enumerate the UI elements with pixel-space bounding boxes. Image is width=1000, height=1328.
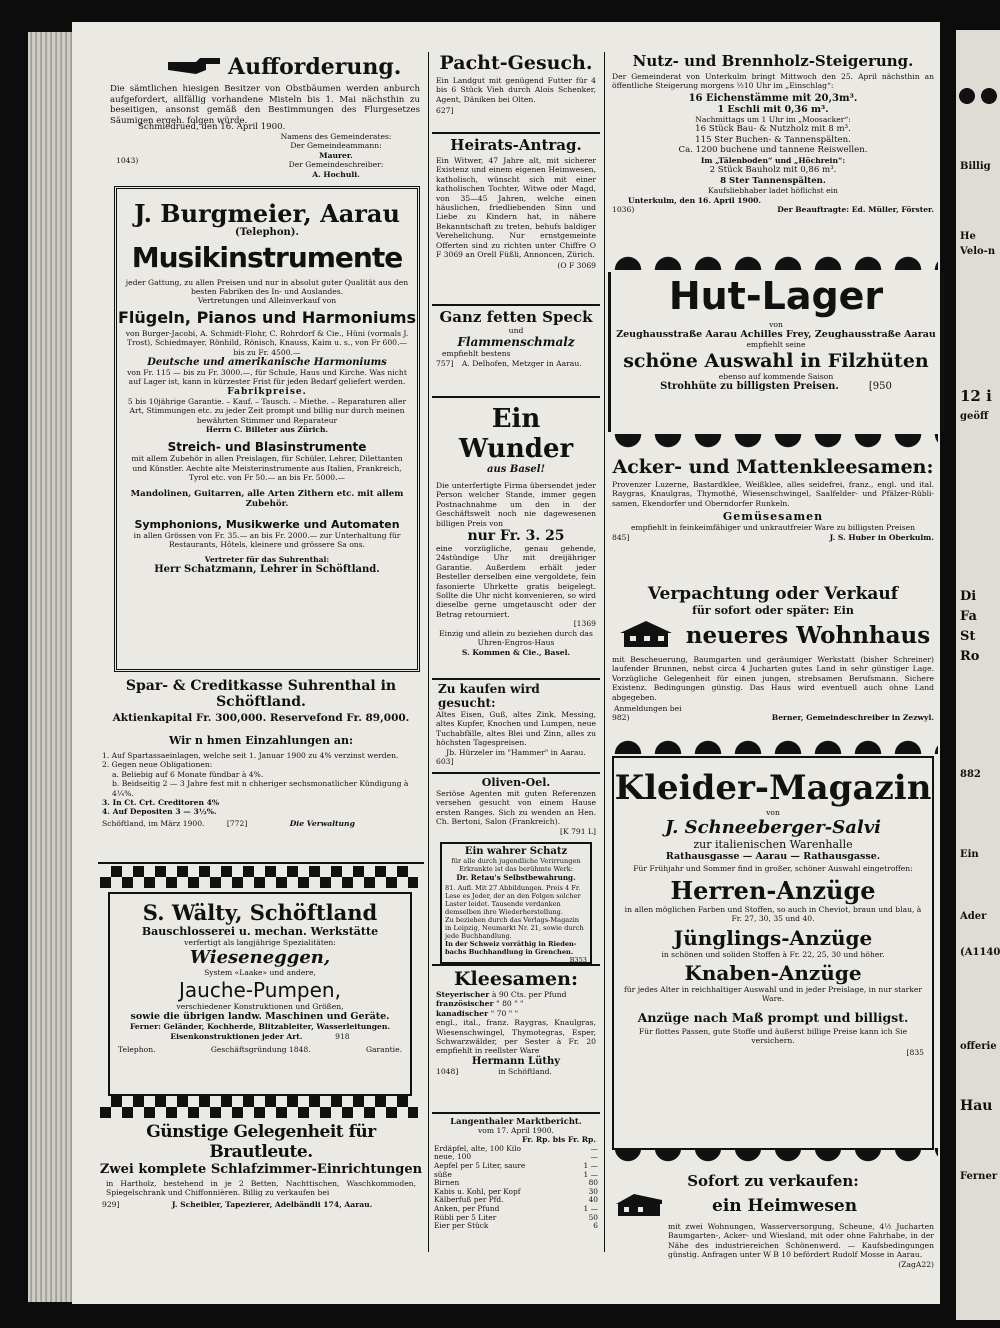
rule — [98, 862, 424, 864]
firm-name: J. Burgmeier, Aarau — [134, 199, 400, 228]
table-row — [432, 1162, 600, 1171]
ad-title: Günstige Gelegenheit für Brautleute. — [146, 1122, 376, 1162]
scallop-border-top — [608, 736, 938, 754]
ad-brautleute: Günstige Gelegenheit für Brautleute. Zwei komplete Schlafzimmer-Einrichtungen in Hartholz, bestehend in je 2 Betten, Nachttischen, Waschkommoden, Spiegelschrank und Chiffonnièren. Billig zu verkaufen bei 929] J. Scheibler, Tapezierer, Adelbändli 174, Aarau. — [99, 1122, 423, 1209]
ad-aufforderung — [98, 50, 424, 180]
table-cell: Kälberfuß per Pfd. — [434, 1195, 504, 1205]
book-spine — [28, 32, 76, 1302]
ad-title: Spar- & Creditkasse Suhrenthal in Schöftland. — [125, 678, 397, 710]
scallop-border-bottom — [608, 434, 938, 452]
table-cell: Birnen — [434, 1178, 460, 1188]
table-cell: 1 — — [583, 1203, 598, 1213]
ad-pacht-gesuch: Pacht-Gesuch. Ein Landgut mit genügend Futter für 4 bis 6 Stück Vieh durch Alois Schenker, Agent, Däniken bei Olten. 627] — [436, 52, 596, 116]
ad-oliven-oel: Oliven-Oel. Seriöse Agenten mit guten Referenzen versehen gesucht von einem Hause ersten Ranges. Sich zu wenden an Hen. Ch. Bertoni, Salon (Frankreich). [K 791 L] — [436, 776, 596, 836]
ad-kleesamen: Kleesamen: Steyerischer à 90 Cts. per Pfund französischer " 80 " " kanadischer " 70 " " engl., ital., franz. Raygras, Knaulgras, Wiesenschwingel, Thymotegras, Esper, Schwarzwälder, per Sester à Fr. 20 empfiehlt in reellster Ware Hermann Lüthy 1048] in Schöftland. — [436, 968, 596, 1076]
dateline: Schmiedrued, den 16. April 1900. — [138, 122, 286, 132]
ad-kleesamen-huber: Acker- und Mattenkleesamen: Provenzer Luzerne, Bastardklee, Weißklee, alles seidefrei, franz., engl. und ital. Raygras, Knaulgras, Thymothé, Wiesenschwingel, Saalfelder- und Pfälzer-Rübli-samen, Ekendorfer und Oberndorfer Runkeln. Gemüsesamen empfiehlt in feinkeimfähiger und unkrautfreier Ware zu billigsten Preisen 845] J. S. Huber in Oberkulm. — [612, 456, 934, 542]
house-icon — [616, 617, 676, 653]
table-cell: 1 — — [583, 1169, 598, 1179]
column-2 — [432, 22, 600, 1304]
ad-title: Aufforderung. — [228, 54, 402, 80]
table-cell: Kabis u. Kohl, per Kopf — [434, 1186, 521, 1196]
ad-hut-lager: Hut-Lager von Zeughausstraße Aarau Achilles Frey, Zeughausstraße Aarau empfiehlt seine schöne Auswahl in Filzhüten ebenso auf kommende Saison Strohhüte zu billigsten Preisen. [950 — [608, 272, 944, 432]
ad-waelty: S. Wälty, Schöftland Bauschlosserei u. mechan. Werkstätte verfertigt als langjährige Spezialitäten: Wieseneggen, System «Laake» und andere, Jauche-Pumpen, verschiedener Konstruktionen und Größen, sowie die übrigen landw. Maschinen und Geräte. Ferner: Geländer, Kochherde, Blitzableiter, Wasserleitungen. Eisenkonstruktionen jeder Art. 918 Telephon. Geschäftsgründung 1848. Garantie. — [108, 892, 412, 1096]
ad-heirats-antrag: Heirats-Antrag. Ein Witwer, 47 Jahre alt, mit sicherer Existenz und einem eigenen Heimwesen, katholisch, wünscht sich mit einer katholischen Tochter, Witwe oder Magd, von 35—45 Jahren, welche einen häuslichen, friedliebenden Sinn und Liebe zu Kindern hat, in nähere Bekanntschaft zu treten, behufs baldiger Verehelichung. Nur ernstgemeinte Offerten sind zu richten unter Chiffre O F 3069 an Orell Füßli, Annoncen, Zürich. (O F 3069 — [436, 136, 596, 271]
table-cell: Aepfel per 5 Liter, saure — [434, 1161, 526, 1170]
table-cell: Erdäpfel, alte, 100 Kilo — [434, 1143, 521, 1153]
ad-speck: Ganz fetten Speck und Flammenschmalz empfiehlt bestens 757] A. Delhofen, Metzger in Aarau. — [436, 308, 593, 368]
ad-body: Die sämtlichen hiesigen Besitzer von Obstbäumen werden anburch aufgefordert, allfällig vorhandene Misteln bis 1. Mai nächsthin zu beseitigen, ansonst gemäß den Bestimmungen des Flurgesetzes Säumigen ergeh. folgen würde. — [110, 84, 420, 126]
table-cell: Rübli per 5 Liter — [434, 1212, 497, 1222]
table-cell: 80 — [588, 1178, 598, 1188]
column-1 — [98, 22, 424, 1304]
market-price-table — [432, 1145, 600, 1231]
ad-zu-kaufen: Zu kaufen wird gesucht: Altes Eisen, Guß, altes Zink, Messing, altes Kupfer, Knochen und Lumpen, neue Tuchabfälle, altes Blei und Zinn, alles zu höchsten Tagespreisen. Jb. Hürzeler im "Hammer" in Aarau. 603] — [436, 682, 596, 767]
table-cell: 30 — [588, 1186, 598, 1196]
ad-kleider-magazin: Kleider-Magazin von J. Schneeberger-Salvi zur italienischen Warenhalle Rathausgasse — Aarau — Rathausgasse. Für Frühjahr und Sommer find in großer, schöner Auswahl eingetroffen: Herren-Anzüge in allen möglichen Farben und Stoffen, so auch in Cheviot, braun und blau, à Fr. 27, 30, 35 und 40. Jünglings-Anzüge in schönen und soliden Stoffen à Fr. 22, 25, 30 und höher. Knaben-Anzüge für jedes Alter in reichhaltiger Auswahl und in jeder Preislage, in nur starker Ware. Anzüge nach Maß prompt und billigst. Für flottes Passen, gute Stoffe und äußerst billige Preise kann ich Sie versichern. [835 — [612, 756, 934, 1150]
newspaper-page — [72, 22, 940, 1304]
ad-heimwesen: Sofort zu verkaufen: ein Heimwesen mit zwei Wohnungen, Wasserversorgung, Scheune, 4½ Jucharten Baumgarten-, Acker- und Wiesland, mit oder ohne Fahrhabe, in der Nähe des industriereichen Schönenwerd. — Kaufsbedingungen günstig. Anfragen unter W B 10 befördert Rudolf Mosse in Aarau. (ZagA22) — [608, 1172, 938, 1252]
ad-wahrer-schatz: Ein wahrer Schatz für alle durch jugendliche Verirrungen Erkrankte ist das berühmte Werk: Dr. Retau's Selbstbewahrung. 81. Aufl. Mit 27 Abbildungen. Preis 4 Fr. Lese es Jeder, der an den Folgen solcher Laster leidet. Tausende verdanken demselben ihre Wiederherstellung. Zu beziehen durch das Verlags-Magazin in Leipzig, Neumarkt Nr. 21, sowie durch jede Buchhandlung. In der Schweiz vorräthig in Rieden-bachs Buchhandlung in Grenchen. B353 — [440, 842, 592, 964]
ad-headline: Musikinstrumente — [131, 240, 403, 274]
table-cell: — — [590, 1152, 598, 1162]
diamond-border-bottom — [100, 1096, 418, 1118]
column-rule — [604, 52, 605, 1252]
ad-burgmeier: J. Burgmeier, Aarau (Telephon). Musikinstrumente jeder Gattung, zu allen Preisen und nur in absolut guter Qualität aus den besten Fabriken des In- und Auslandes. Vertretungen und Alleinverkauf von Flügeln, Pianos und Harmoniums von Burger-Jacobi, A. Schmidt-Flohr, C. Rohrdorf & Cie., Hüni (vormals J. Trost), Schiedmayer, Rönhild, Rönisch, Knauss, Kaim u. s., von Fr 600.— bis zu Fr. 4500.— Deutsche und amerikanische Harmoniums von Fr. 115 — bis zu Fr. 3000.—, für Schule, Haus und Kirche. Was nicht auf Lager ist, kann in kürzester Frist für jeden Bedarf geliefert werden. Fabrikpreise. 5 bis 10jährige Garantie. – Kauf. – Tausch. – Miethe. – Reparaturen aller Art, Stimmungen etc. zu jeder Zeit prompt und billig nur durch meinen bewährten Stimmer und Reparateur Herrn C. Billeter aus Zürich. Streich- und Blasinstrumente mit allem Zubehör in allen Preislagen, für Schüler, Lehrer, Dilettanten und Künstler. Aechte alte Meisterinstrumente aus Italien, Frankreich, Tyrol etc. von Fr 50.— an bis Fr. 5000.— Mandolinen, Guitarren, alle Arten Zithern etc. mit allem Zubehör. Symphonions, Musikwerke und Automaten in allen Grössen von Fr. 35.— an bis Fr. 2000.— zur Unterhaltung für Restaurants, Hôtels, kleinere und grössere Sa ons. Vertreter für das Suhrenthal: Herr Schatzmann, Lehrer in Schöftland. — [114, 186, 420, 672]
table-cell: Anken, per Pfund — [434, 1203, 500, 1213]
capital-line: Aktienkapital Fr. 300,000. Reservefond Fr. 89,000. — [112, 712, 410, 724]
table-cell: Eier per Stück — [434, 1221, 489, 1231]
diamond-border-top — [100, 866, 418, 888]
table-row — [432, 1222, 600, 1231]
ad-ein-wunder: Ein Wunder aus Basel! Die unterfertigte Firma übersendet jeder Person welcher Stande, immer gegen Postnachnahme um den in der Geschäftswelt noch nie dagewesenen billigen Preis von nur Fr. 3. 25 eine vorzügliche, genau gehende, 24stündige Uhr mit dreijähriger Garantie. Außerdem erhält jeder Besteller derselben eine vergoldete, fein fasonierte Uhrkette gratis beigelegt. Sollte die Uhr nicht konvenieren, so wird dieselbe gerne umgetauscht oder der Betrag retourniert. [1369 Einzig und allein zu beziehen durch das Uhren-Engros-Haus S. Kommen & Cie., Basel. — [436, 404, 596, 657]
scallop-border — [956, 84, 1000, 108]
table-cell: — — [590, 1143, 598, 1153]
scallop-border-top — [608, 252, 938, 270]
ad-sparkasse: Spar- & Creditkasse Suhrenthal in Schöftland. Aktienkapital Fr. 300,000. Reservefond Fr. 89,000. Wir n hmen Einzahlungen an: 1. Auf Spartassaeinlagen, welche seit 1. Januar 1900 zu 4% verzinst werden. 2. Gegen neue Obligationen: a. Beliebig auf 6 Monate fündbar à 4%. b. Beidseitig 2 — 3 Jahre fest mit n chheriger sechsmonatlicher Kündigung à 4¼%. 3. In Ct. Crt. Creditoren 4% 4. Auf Depositen 3 — 3½%. Schöftland, im März 1900. [772] Die Verwaltung — [98, 678, 424, 858]
signature-block: Namens des Gemeinderates: Der Gemeindeammann: Maurer. Der Gemeindeschreiber: A. Hochuli. — [280, 132, 392, 179]
column-3 — [608, 22, 938, 1304]
pointing-hand-icon — [166, 56, 222, 76]
table-cell: süße — [434, 1169, 452, 1179]
scallop-border-bottom — [608, 1148, 938, 1166]
telephone: (Telephon). — [235, 227, 299, 238]
table-cell: 1 — — [583, 1161, 598, 1170]
table-cell: 40 — [588, 1195, 598, 1205]
ad-verpachtung: Verpachtung oder Verkauf für sofort oder später: Ein neueres Wohnhaus mit Bescheuerung, Baumgarten und geräumiger Werkstatt (bisher Schreiner) laufender Brunnen, nebst circa 4 Jucharten gutes Land in sehr günstiger Lage. Vorzügliche Gelegenheit für einen jungen, strebsamen Berufsmann. Sichere Existenz. Bedingungen günstig. Das Haus wird eventuell auch ohne Land abgegeben. Anmeldungen bei 982) Berner, Gemeindeschreiber in Zezwyl. — [612, 584, 934, 723]
adjacent-page-edge: Billig He Velo-n 12 i geöff Di Fa St Ro 882 Ein Ader (A1140 offerie Hau Ferner — [956, 30, 1000, 1320]
table-cell: 50 — [588, 1212, 598, 1222]
ad-marktbericht: Langenthaler Marktbericht. vom 17. April 1900. Fr. Rp. bis Fr. Rp. Erdäpfel, alte, 100 Kilo — neue, 100 — Aepfel per 5 Liter, saure 1 — süße 1 — Birnen 80 Kabis u. Kohl, per Kopf 30 Kälberfuß per Pfd. 40 Anken, per Pfund 1 — Rübli per 5 Liter 50 Eier per Stück 6 — [434, 1116, 598, 1231]
ad-holz-steigerung: Nutz- und Brennholz-Steigerung. Der Gemeinderat von Unterkulm bringt Mittwoch den 25. April nächsthin an öffentliche Steigerung morgens ½10 Uhr im „Einschlag“: 16 Eichenstämme mit 20,3m³. 1 Eschli mit 0,36 m³. Nachmittags um 1 Uhr im „Moosacker“: 16 Stück Bau- & Nutzholz mit 8 m³. 115 Ster Buchen- & Tannenspälten. Ca. 1200 buchene und tannene Reiswellen. Im „Tälenboden“ und „Höchrein“: 2 Stück Bauholz mit 0,86 m³. 8 Ster Tannenspälten. Kaufsliebhaber ladet höflichst ein Unterkulm, den 16. April 1900. 1036) Der Beauftragte: Ed. Müller, Förster. — [612, 52, 934, 214]
table-cell: 6 — [593, 1221, 598, 1231]
farmhouse-icon — [614, 1190, 664, 1222]
ad-ref: 1043) — [116, 156, 139, 165]
column-rule — [428, 52, 429, 1252]
firm-name: S. Wälty, Schöftland — [142, 900, 378, 925]
table-cell: neue, 100 — [434, 1152, 472, 1162]
